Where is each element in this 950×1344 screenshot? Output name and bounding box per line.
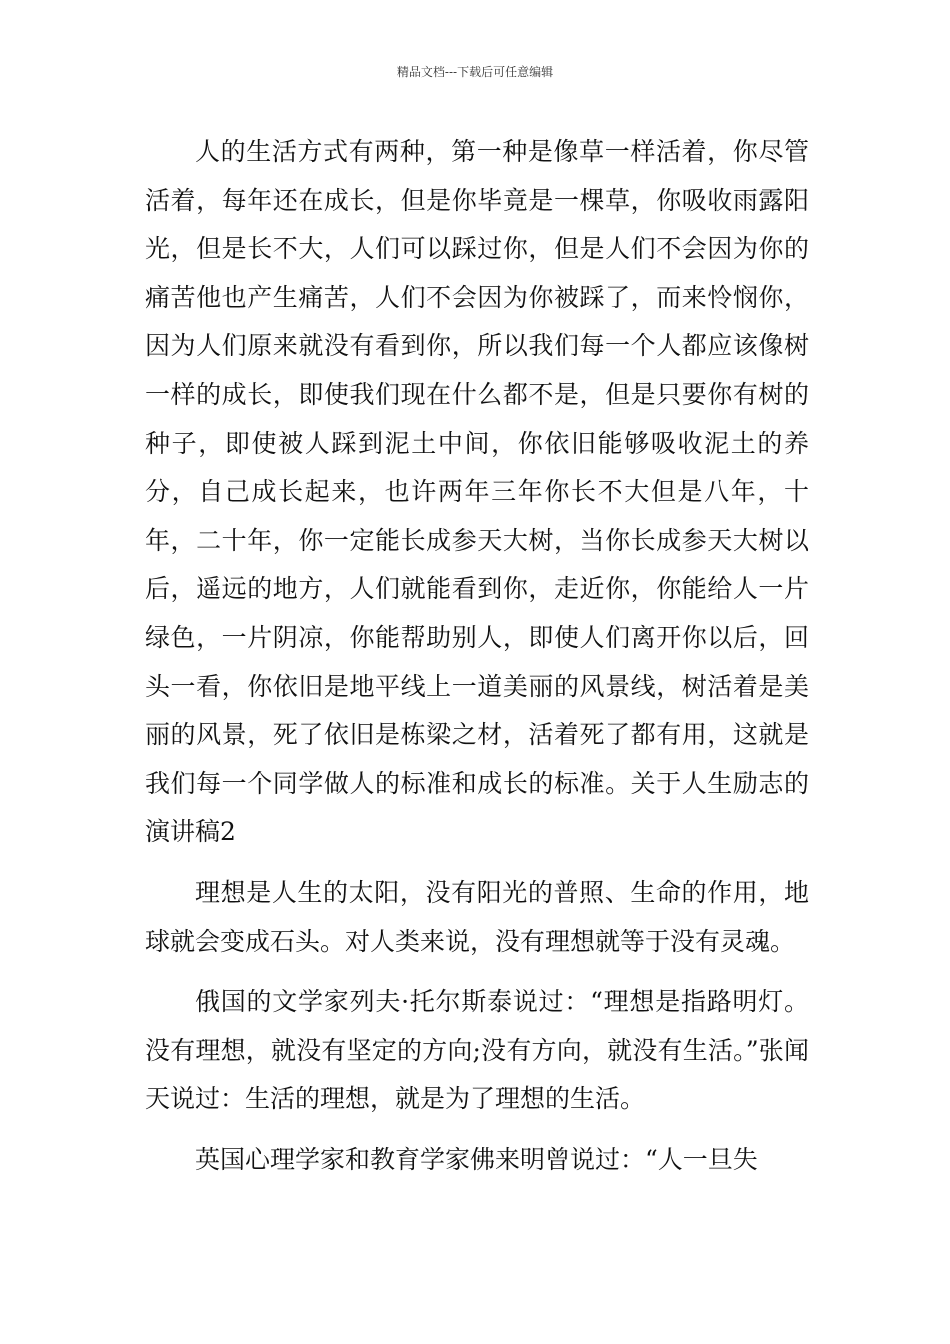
document-body	[145, 128, 809, 1184]
paragraph-1: 人的生活方式有两种，第一种是像草一样活着，你尽管活着，每年还在成长，但是你毕竟是一棵草，你吸收雨露阳光，但是长不大，人们可以踩过你，但是人们不会因为你的痛苦他也产生痛苦，人们不会因为你被踩了，而来怜悯你，因为人们原来就没有看到你，所以我们每一个人都应该像树一样的成长，即使我们现在什么都不是，但是只要你有树的种子，即使被人踩到泥土中间，你依旧能够吸收泥土的养分，自己成长起来，也许两年三年你长不大但是八年，十年，二十年，你一定能长成参天大树，当你长成参天大树以后，遥远的地方，人们就能看到你，走近你，你能给人一片绿色，一片阴凉，你能帮助别人，即使人们离开你以后，回头一看，你依旧是地平线上一道美丽的风景线，树活着是美丽的风景，死了依旧是栋梁之材，活着死了都有用，这就是我们每一个同学做人的标准和成长的标准。关于人生励志的演讲稿2	[145, 137, 809, 847]
page-header: 精品文档---下载后可任意编辑	[396, 65, 554, 79]
paragraph-3: 俄国的文学家列夫·托尔斯泰说过：“理想是指路明灯。没有理想，就没有坚定的方向;没有方向，就没有生活。”张闻天说过：生活的理想，就是为了理想的生活。	[145, 987, 809, 1114]
paragraph-2: 理想是人生的太阳，没有阳光的普照、生命的作用，地球就会变成石头。对人类来说，没有理想就等于没有灵魂。	[145, 877, 809, 956]
paragraph-4: 英国心理学家和教育学家佛来明曾说过：“人一旦失	[195, 1144, 758, 1174]
